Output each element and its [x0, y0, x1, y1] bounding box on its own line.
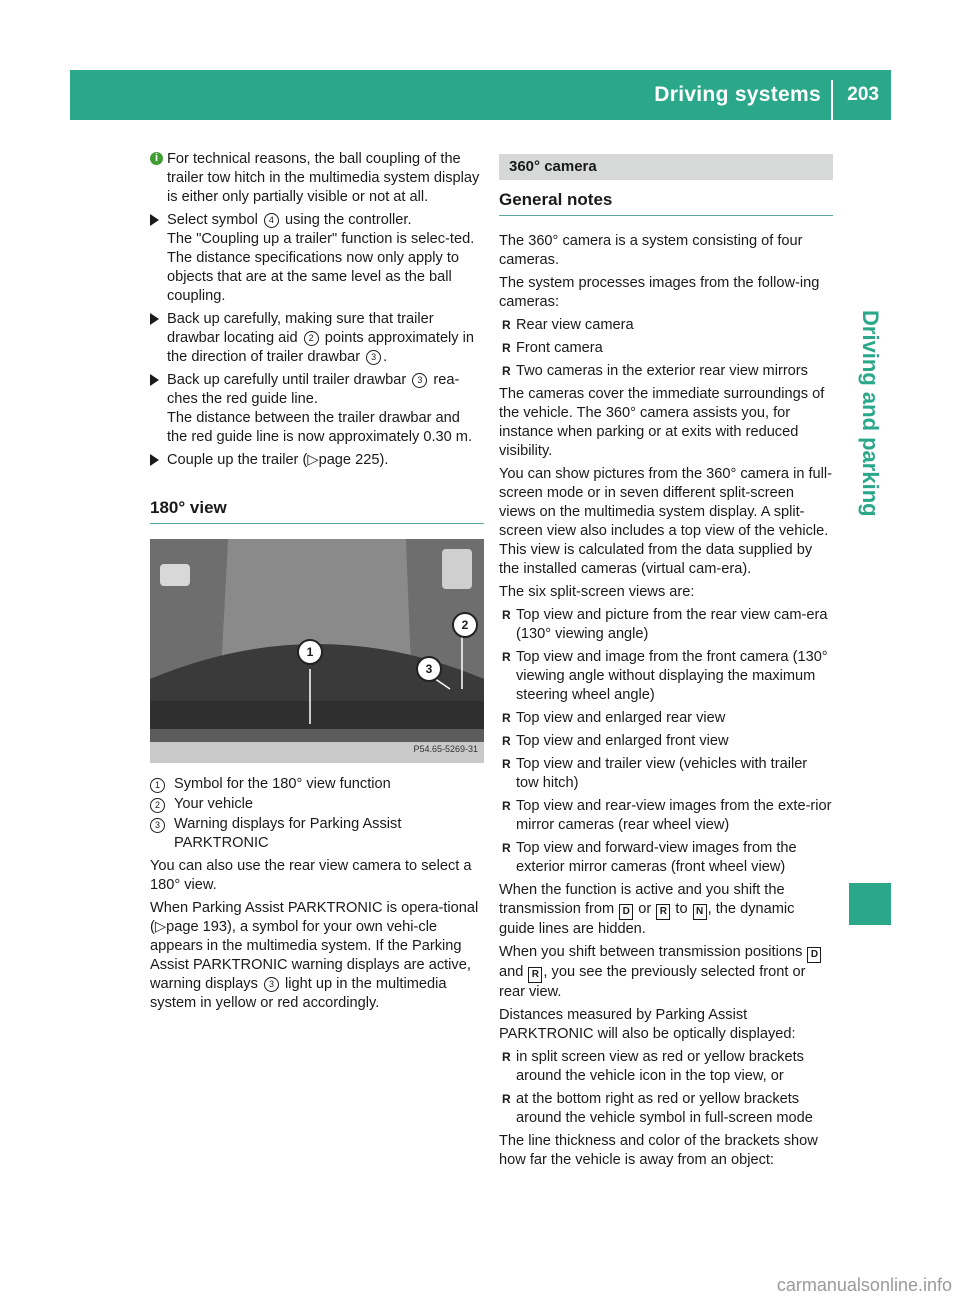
bullet-icon: R	[502, 734, 511, 748]
paragraph: You can show pictures from the 360° camera in full-screen mode or in seven different split-screen views on the multimedia system display. A split-screen view also includes a top view of the vehicle. This view is calculated from the data supplied by the installed cameras (virtual cam-era).	[499, 466, 833, 577]
gear-d-key-icon: D	[807, 947, 821, 963]
list-item-text: at the bottom right as red or yellow brackets around the vehicle symbol in full-screen mode	[516, 1091, 813, 1126]
info-icon: i	[150, 152, 163, 165]
paragraph: You can also use the rear view camera to select a 180° view.	[150, 858, 472, 893]
step-couple-trailer	[150, 451, 484, 470]
legend-item	[150, 775, 484, 794]
list-item	[499, 648, 833, 705]
image-caption: P54.65-5269-31	[413, 744, 478, 754]
list-item	[499, 1048, 833, 1086]
bullet-icon: R	[502, 1050, 511, 1064]
step-arrow-icon	[150, 214, 159, 226]
paragraph-text: When the function is active and you shift the transmission from	[499, 882, 785, 917]
callout-3: 3	[416, 656, 442, 682]
list-item	[499, 755, 833, 793]
paragraph-text: or	[638, 901, 652, 917]
paragraph-shift-between	[499, 943, 833, 1002]
info-note	[150, 150, 484, 207]
list-item-text: Top view and rear-view images from the exte-rior mirror cameras (rear wheel view)	[516, 798, 832, 833]
legend-number: 2	[150, 798, 165, 813]
legend-text: Your vehicle	[174, 796, 253, 812]
section-heading-360-camera: 360° camera	[499, 154, 833, 180]
header-divider	[831, 80, 833, 120]
info-text: For technical reasons, the ball coupling of the trailer tow hitch in the multimedia system display is either only partially visible or not at all.	[167, 151, 480, 205]
step-reach-guide-line	[150, 371, 484, 447]
paragraph: The cameras cover the immediate surroundings of the vehicle. The 360° camera assists you, for instance when parking or at exits with reduced visibility.	[499, 386, 825, 459]
paragraph-text: ), a symbol for your own vehi-cle appears in the multimedia system. If the Parking Assist PARKTRONIC warning displays are active, warning displays	[150, 919, 471, 992]
chapter-title: Driving systems	[654, 83, 821, 106]
step-text: using the controller.	[284, 212, 412, 228]
legend-text: Symbol for the 180° view function	[174, 776, 391, 792]
camera-list	[499, 316, 833, 381]
list-item	[499, 797, 833, 835]
list-item	[499, 362, 833, 381]
list-item	[499, 839, 833, 877]
paragraph-shift-transmission	[499, 881, 833, 939]
callout-number: 2	[304, 331, 319, 346]
split-screen-view-list	[499, 606, 833, 877]
page-number: 203	[847, 84, 879, 105]
list-item-text: Top view and enlarged rear view	[516, 710, 726, 726]
paragraph-text: When you shift between transmission positions	[499, 944, 803, 960]
callout-1: 1	[297, 639, 323, 665]
step-back-up	[150, 310, 484, 367]
bullet-icon: R	[502, 841, 511, 855]
paragraph-text: light up in the multimedia system in yellow or red accordingly.	[150, 976, 447, 1011]
legend-number: 3	[150, 818, 165, 833]
bullet-icon: R	[502, 757, 511, 771]
step-text: .	[383, 349, 388, 365]
paragraph-text: When Parking Assist PARKTRONIC is opera-tional (	[150, 900, 479, 935]
paragraph-text: , the dynamic guide lines are hidden.	[499, 901, 795, 937]
step-text: Couple up the trailer (	[167, 452, 308, 468]
step-select-symbol	[150, 211, 484, 306]
list-item-text: Front camera	[516, 340, 603, 356]
bullet-icon: R	[502, 608, 511, 622]
right-column	[499, 154, 833, 1174]
subsection-heading-general-notes: General notes	[499, 190, 833, 216]
list-item-text: Top view and enlarged front view	[516, 733, 729, 749]
step-arrow-icon	[150, 374, 159, 386]
page-ref-arrow-icon: ▷	[154, 919, 167, 935]
step-text: Back up carefully until trailer drawbar	[167, 372, 407, 388]
callout-number: 3	[264, 977, 279, 992]
list-item-text: in split screen view as red or yellow brackets around the vehicle icon in the top view, or	[516, 1049, 804, 1084]
legend-number: 1	[150, 778, 165, 793]
legend-item	[150, 815, 484, 853]
paragraph: The 360° camera is a system consisting of four cameras.	[499, 233, 803, 268]
list-item-text: Two cameras in the exterior rear view mirrors	[516, 363, 808, 379]
list-item	[499, 606, 833, 644]
list-item-text: Top view and image from the front camera (130° viewing angle without displaying the maximum steering wheel angle)	[516, 649, 828, 703]
step-text: Back up carefully, making sure that trailer drawbar locating aid	[167, 311, 434, 346]
legend-list	[150, 775, 484, 853]
legend-item	[150, 795, 484, 814]
list-item-text: Top view and trailer view (vehicles with trailer tow hitch)	[516, 756, 808, 791]
page-reference-link[interactable]: page 225	[318, 452, 380, 468]
bullet-icon: R	[502, 650, 511, 664]
bullet-icon: R	[502, 1092, 511, 1106]
gear-r-key-icon: R	[528, 967, 542, 983]
paragraph-text: to	[675, 901, 688, 917]
list-item	[499, 1090, 833, 1128]
paragraph: The system processes images from the follow-ing cameras:	[499, 275, 820, 310]
gear-d-key-icon: D	[619, 904, 633, 920]
list-item	[499, 316, 833, 335]
bullet-icon: R	[502, 799, 511, 813]
section-heading-180-view: 180° view	[150, 498, 484, 524]
step-arrow-icon	[150, 454, 159, 466]
callout-2: 2	[452, 612, 478, 638]
step-text: ).	[379, 452, 389, 468]
callout-number: 3	[366, 350, 381, 365]
list-item	[499, 339, 833, 358]
paragraph: The six split-screen views are:	[499, 584, 695, 600]
page-header	[70, 70, 891, 120]
paragraph-parktronic	[150, 899, 484, 1013]
list-item	[499, 732, 833, 751]
step-text: points approximately in the direction of trailer drawbar	[167, 330, 475, 365]
page-ref-arrow-icon: ▷	[307, 452, 319, 468]
callout-number: 4	[264, 213, 279, 228]
step-text: Select symbol	[167, 212, 258, 228]
step-text: rea-ches the red guide line.	[167, 372, 460, 407]
bullet-icon: R	[502, 318, 511, 332]
legend-text: Warning displays for Parking Assist PARKTRONIC	[174, 816, 402, 851]
step-arrow-icon	[150, 313, 159, 325]
side-chapter-text: Driving and parking	[858, 310, 883, 517]
list-item	[499, 709, 833, 728]
step-text: The "Coupling up a trailer" function is selec-ted. The distance specifications now only apply to objects that are at the same level as the ball coupling.	[167, 231, 475, 304]
side-chapter-label	[850, 310, 890, 850]
paragraph-text: and	[499, 964, 524, 980]
bullet-icon: R	[502, 711, 511, 725]
list-item-text: Top view and picture from the rear view cam-era (130° viewing angle)	[516, 607, 828, 642]
paragraph: The line thickness and color of the brackets show how far the vehicle is away from an object:	[499, 1133, 818, 1168]
callout-number: 3	[412, 373, 427, 388]
left-column	[150, 150, 484, 1017]
step-text: The distance between the trailer drawbar and the red guide line is now approximately 0.30 m.	[167, 410, 473, 445]
list-item-text: Top view and forward-view images from the exterior mirror cameras (front wheel view)	[516, 840, 797, 875]
bracket-display-list	[499, 1048, 833, 1128]
paragraph-text: , you see the previously selected front or rear view.	[499, 964, 806, 1000]
bullet-icon: R	[502, 364, 511, 378]
gear-r-key-icon: R	[656, 904, 670, 920]
side-chapter-tab	[849, 883, 891, 925]
page-reference-link[interactable]: page 193	[166, 919, 227, 935]
camera-view-image	[150, 539, 484, 763]
bullet-icon: R	[502, 341, 511, 355]
footer-watermark: carmanualsonline.info	[776, 1275, 952, 1295]
gear-n-key-icon: N	[693, 904, 707, 920]
paragraph: Distances measured by Parking Assist PARKTRONIC will also be optically displayed:	[499, 1007, 796, 1042]
list-item-text: Rear view camera	[516, 317, 634, 333]
